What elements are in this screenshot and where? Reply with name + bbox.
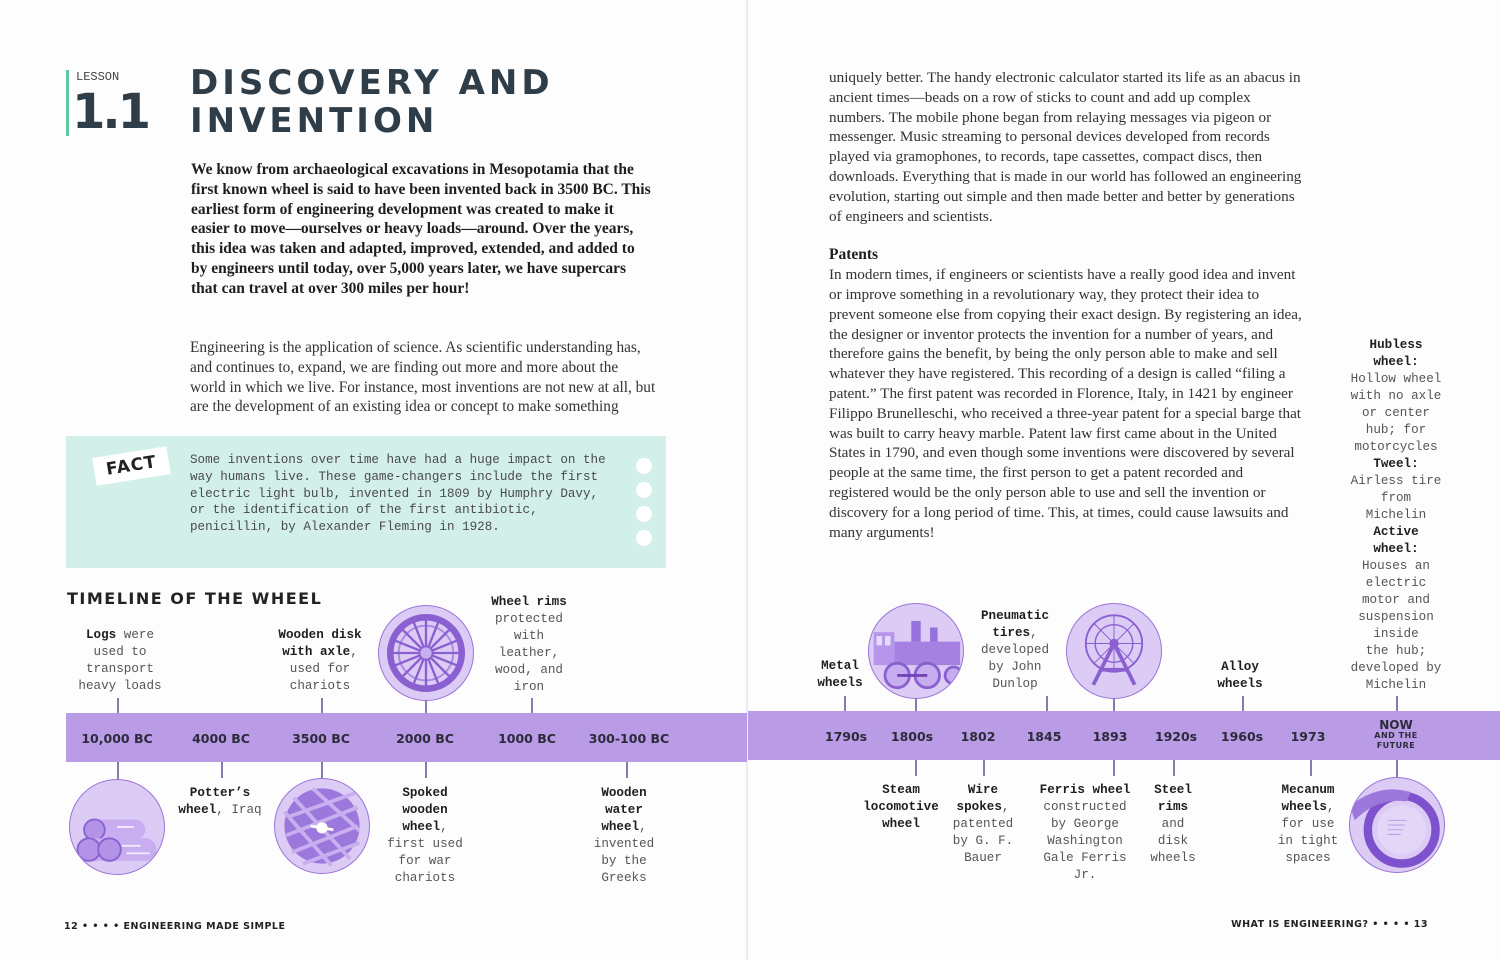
timeline-label — [78, 627, 161, 695]
timeline-year: 1845 — [1026, 729, 1062, 744]
timeline-tick — [1310, 760, 1312, 776]
label-emphasis: Steel rims — [1154, 783, 1192, 814]
timeline-year: 2000 BC — [396, 731, 454, 746]
label-text: , invented by the Greeks — [593, 820, 655, 885]
intro-paragraph: We know from archaeological excavations in Mesopotamia that the first known wheel is said to have been invented back in 3500 BC. This earliest form of engineering development was created to make it easier to move—ourselves or heavy loads—around. Over the years, this idea was taken and adapted, improved, extended, and added to by engineers until today, over 5,000 years later, we have supercars that can travel at over 300 miles per hour! — [191, 161, 651, 297]
timeline-label — [178, 785, 261, 819]
title-line-1: DISCOVERY AND — [190, 63, 554, 103]
label-text: constructed by George Washington Gale Ferris Jr. — [1043, 800, 1127, 882]
timeline-tick — [1396, 760, 1398, 778]
timeline-year: 1800s — [890, 729, 934, 744]
label-text: , Iraq — [216, 803, 262, 817]
timeline-tick — [221, 762, 223, 778]
label-emphasis: Steam locomotive wheel — [863, 783, 939, 831]
timeline-tick — [531, 698, 533, 713]
timeline-tick — [626, 762, 628, 778]
label-text: and disk wheels — [1150, 817, 1196, 865]
label-emphasis: Tweel: — [1373, 457, 1419, 471]
label-text: , used for chariots — [289, 645, 358, 693]
timeline-tick — [983, 760, 985, 776]
label-emphasis: Wire spokes — [956, 783, 1002, 814]
body-paragraph: Engineering is the application of science. As scientific understanding has, and continues to, expand, we are finding out more and more about the world in which we live. For instance, most inventions are not new at all, but are the development of an existing idea or concept to make something — [190, 339, 656, 416]
label-emphasis: Logs — [85, 628, 117, 642]
timeline-tick — [1046, 696, 1048, 711]
timeline-year: 1000 BC — [498, 731, 556, 746]
label-text: , first used for war chariots — [387, 820, 463, 885]
timeline-tick — [844, 696, 846, 711]
label-emphasis: Potter’s wheel — [178, 786, 251, 817]
timeline-tick — [425, 762, 427, 778]
timeline-tick — [915, 760, 917, 776]
timeline-label — [863, 782, 939, 833]
ferris-wheel-icon — [1066, 603, 1162, 699]
label-text: Airless tire from Michelin — [1350, 474, 1442, 522]
right-paragraph-1: uniquely better. The handy electronic calculator started its life as an abacus in ancient times—beads on a row of sticks to count and add up complex numbers. The mobile phone began from relaying messages via pigeon or messenger. Music streaming to personal devices developed from records played via gramophones, to records, tape cassettes, compact discs, then downloads. Everything that is made in our world has followed an engineering evolution, starting out simple and then made better and better by generations of engineers and scientists. — [829, 69, 1302, 225]
decorative-dot — [636, 458, 652, 474]
hubless-wheel-icon — [1349, 777, 1445, 873]
footer-left: 12 • • • • ENGINEERING MADE SIMPLE — [64, 921, 286, 932]
timeline-label — [1150, 782, 1195, 867]
timeline-year: 1960s — [1220, 729, 1264, 744]
timeline-tick — [1242, 696, 1244, 711]
timeline-tick — [321, 762, 323, 778]
timeline-tick — [1173, 760, 1175, 776]
timeline-label — [1278, 782, 1338, 867]
label-emphasis: Hubless wheel: — [1369, 338, 1423, 369]
label-text: protected with leather, wood, and iron — [494, 612, 564, 694]
label-emphasis: Spoked wooden wheel — [402, 786, 448, 834]
timeline-year: 1893 — [1092, 729, 1128, 744]
timeline-tick — [321, 698, 323, 713]
timeline-year: 1920s — [1154, 729, 1198, 744]
label-emphasis: Active wheel: — [1373, 525, 1419, 556]
label-text: Houses an electric motor and suspension inside the hub; developed by Michelin — [1350, 559, 1442, 692]
label-text: , for use in tight spaces — [1277, 800, 1339, 865]
label-emphasis: Wooden water wheel — [601, 786, 647, 834]
timeline-label — [387, 785, 463, 887]
label-emphasis: Wheel rims — [491, 595, 567, 609]
label-emphasis: Mecanum wheels — [1281, 783, 1335, 814]
book-gutter — [746, 0, 748, 960]
label-emphasis: Alloy wheels — [1217, 660, 1263, 691]
timeline-label — [278, 627, 361, 695]
lesson-accent-bar — [66, 70, 69, 136]
label-emphasis: Ferris wheel — [1039, 783, 1131, 797]
timeline-year-now: NOW AND THE FUTURE — [1374, 718, 1418, 750]
timeline-year: 3500 BC — [292, 731, 350, 746]
timeline-tick — [1396, 696, 1398, 711]
decorative-dot — [636, 530, 652, 546]
label-text: Hollow wheel with no axle or center hub; for motorcycles — [1350, 372, 1442, 454]
patents-paragraph: In modern times, if engineers or scientists have a really good idea and invent or improve something in a revolutionary way, they protect their idea to prevent someone else from copying their exact design. By registering an idea, the designer or inventor protects the invention for a number of years, and therefore gains the benefit, by being the only person able to make and sell whatever they have registered. This recording of a design is called “filing a patent.” The first patent was recorded in Florence, Italy, in 1421 by engineer Filippo Brunelleschi, who received a three-year patent for a special barge that was built to carry heavy marble. Patent law first came about in the United States in 1790, and even though some inventions were discovered by several people at the same time, the first person to get a patent recorded and registered would be the only person able to use and sell the invention or discovery for a long period of time. This, at times, could cause lawsuits and many arguments! — [829, 266, 1302, 541]
label-text: were used to transport heavy loads — [78, 628, 162, 693]
timeline-label — [1351, 337, 1442, 694]
fact-box — [66, 436, 666, 568]
timeline-tick — [117, 762, 119, 780]
timeline-label — [817, 658, 862, 692]
timeline-tick — [1113, 760, 1115, 776]
label-emphasis: Pneumatic tires — [980, 609, 1050, 640]
label-text: , patented by G. F. Bauer — [952, 800, 1014, 865]
timeline-label — [981, 608, 1049, 693]
timeline-label — [1040, 782, 1131, 884]
page-title — [190, 64, 554, 140]
timeline-label — [953, 782, 1013, 867]
title-line-2: INVENTION — [190, 101, 439, 141]
timeline-year: 300-100 BC — [588, 731, 670, 746]
timeline-year: 1790s — [824, 729, 868, 744]
label-text: , developed by John Dunlop — [980, 626, 1050, 691]
timeline-tick — [425, 700, 427, 713]
timeline-heading: TIMELINE OF THE WHEEL — [67, 589, 323, 608]
timeline-year: 10,000 BC — [81, 731, 153, 746]
steam-locomotive-icon — [868, 603, 964, 699]
label-emphasis: Metal wheels — [817, 659, 863, 690]
timeline-year: 1973 — [1290, 729, 1326, 744]
lesson-number: 1.1 — [72, 84, 149, 140]
fact-tag: FACT — [92, 446, 170, 485]
spoked-wheel-icon — [378, 605, 474, 701]
timeline-year: 1802 — [960, 729, 996, 744]
timeline-tick — [117, 698, 119, 713]
label-emphasis: Wooden disk with axle — [278, 628, 362, 659]
right-page-text — [829, 68, 1305, 542]
decorative-dot — [636, 482, 652, 498]
decorative-dot — [636, 506, 652, 522]
patents-heading: Patents — [829, 246, 879, 264]
lesson-label: LESSON — [76, 70, 120, 84]
footer-right: WHAT IS ENGINEERING? • • • • 13 — [1231, 919, 1428, 930]
timeline-label — [491, 594, 567, 696]
timeline-label — [1217, 659, 1262, 693]
timeline-label — [594, 785, 654, 887]
woven-disk-wheel-icon — [274, 778, 370, 874]
timeline-year: 4000 BC — [192, 731, 250, 746]
fact-text: Some inventions over time have had a huge impact on the way humans live. These game-changers include the first electric light bulb, invented in 1809 by Humphry Davy, or the identification of the first antibiotic, penicillin, by Alexander Fleming in 1928. — [190, 453, 606, 535]
logs-icon — [69, 779, 165, 875]
